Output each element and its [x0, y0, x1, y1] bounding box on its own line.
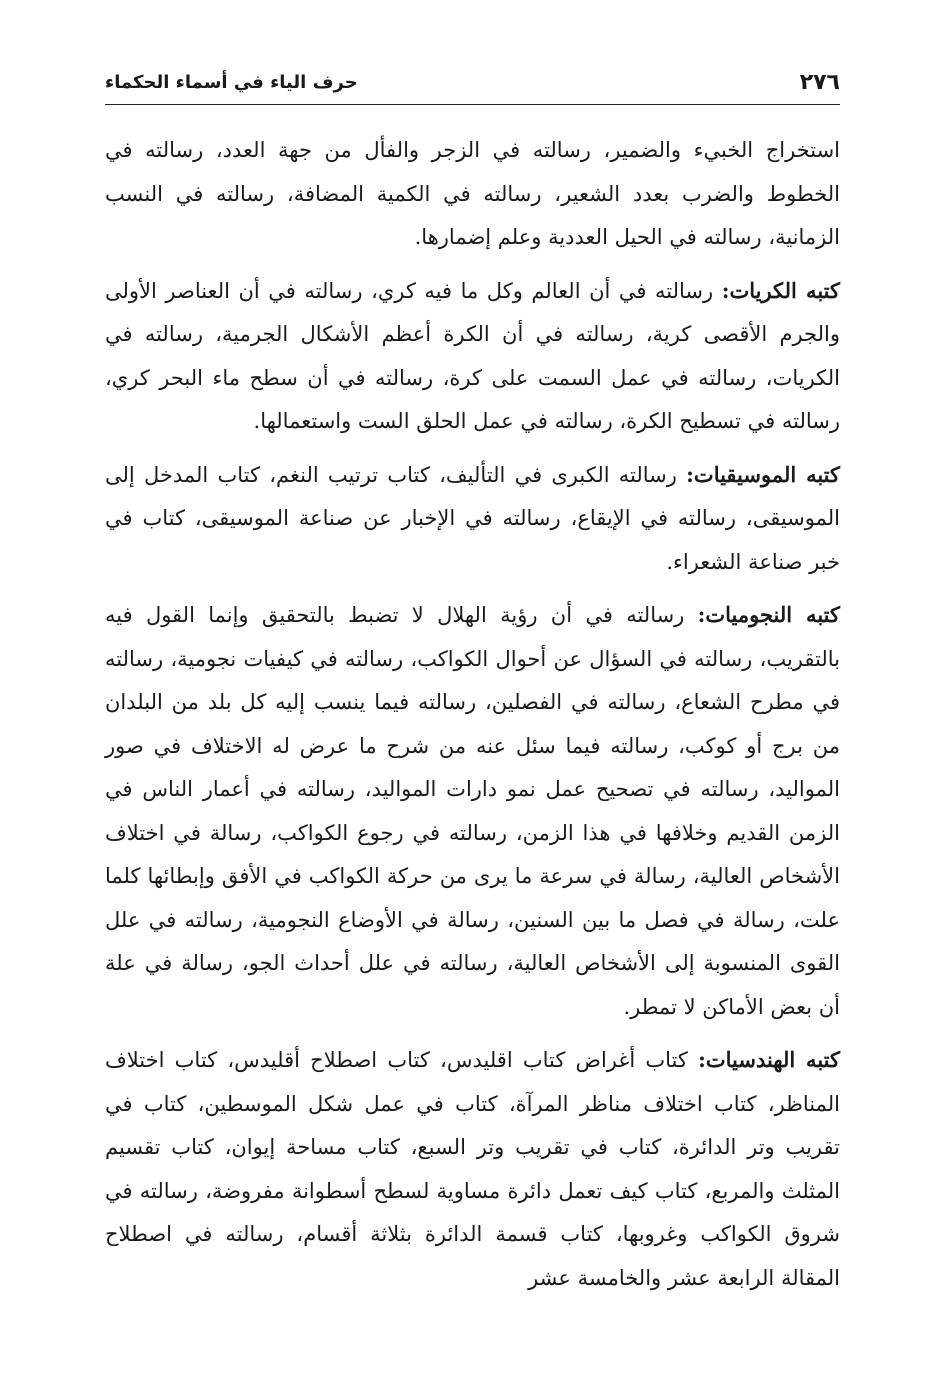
- paragraph-text: رسالته في أن رؤية الهلال لا تضبط بالتحقيق وإنما القول فيه بالتقريب، رسالته في السؤال عن أحوال الكواكب، رسالته في كيفيات نجومية، رسالته في مطرح الشعاع، رسالته في الفصلين، رسالته فيما ينسب إليه كل بلد من البلدان من برج أو كوكب، رسالته فيما سئل عنه من شرح ما عرض له الاختلاف في صور المواليد، رسالته في تصحيح عمل نمو دارات المواليد، رسالته في أعمار الناس في الزمن القديم وخلافها في هذا الزمن، رسالته في رجوع الكواكب، رسالة في اختلاف الأشخاص العالية، رسالة في سرعة ما يرى من حركة الكواكب في الأفق وإبطائها كلما علت، رسالة في فصل ما بين السنين، رسالة في الأوضاع النجومية، رسالته في علل القوى المنسوبة إلى الأشخاص العالية، رسالته في علل أحداث الجو، رسالة في علة أن بعض الأماكن لا تمطر.: [105, 603, 840, 1019]
- paragraph-heading: كتبه الموسيقيات:: [686, 461, 841, 487]
- paragraph-text: استخراج الخبيء والضمير، رسالته في الزجر والفأل من جهة العدد، رسالته في الخطوط والضرب بعدد الشعير، رسالته في الكمية المضافة، رسالته في النسب الزمانية، رسالته في الحيل العددية وعلم إضمارها.: [105, 138, 840, 249]
- paragraph-text: رسالته الكبرى في التأليف، كتاب ترتيب النغم، كتاب المدخل إلى الموسيقى، رسالته في الإيقاع، رسالته في الإخبار عن صناعة الموسيقى، كتاب في خبر صناعة الشعراء.: [105, 462, 840, 574]
- page-header: [105, 60, 840, 105]
- paragraph-heading: كتبه النجوميات:: [697, 602, 840, 627]
- page-number: ٢٧٦: [799, 69, 840, 95]
- paragraph-geometry: [105, 1038, 840, 1300]
- paragraph-text: كتاب أغراض كتاب اقليدس، كتاب اصطلاح أقليدس، كتاب اختلاف المناظر، كتاب اختلاف مناظر المرآة، كتاب في عمل شكل الموسطين، كتاب في تقريب وتر الدائرة، كتاب في تقريب وتر السبع، كتاب مساحة إيوان، كتاب تقسيم المثلث والمربع، كتاب كيف تعمل دائرة مساوية لسطح أسطوانة مفروضة، رسالته في شروق الكواكب وغروبها، كتاب قسمة الدائرة بثلاثة أقسام، رسالته في اصطلاح المقالة الرابعة عشر والخامسة عشر: [105, 1048, 840, 1290]
- paragraph-text: رسالته في أن العالم وكل ما فيه كري، رسالته في أن العناصر الأولى والجرم الأقصى كرية، رسالته في أن الكرة أعظم الأشكال الجرمية، رسالته في الكريات، رسالته في عمل السمت على كرة، رسالته في أن سطح ماء البحر كري، رسالته في تسطيح الكرة، رسالته في عمل الحلق الست واستعمالها.: [105, 278, 840, 433]
- paragraph-spherics: [105, 269, 840, 444]
- paragraph-heading: كتبه الهندسيات:: [698, 1047, 840, 1072]
- paragraph-astronomy: [105, 593, 840, 1029]
- body-text: [105, 128, 840, 1309]
- running-title: حرف الياء في أسماء الحكماء: [105, 71, 358, 93]
- paragraph-music: [105, 453, 840, 585]
- paragraph-heading: كتبه الكريات:: [721, 277, 840, 303]
- paragraph-arithmetic-continued: [105, 128, 840, 260]
